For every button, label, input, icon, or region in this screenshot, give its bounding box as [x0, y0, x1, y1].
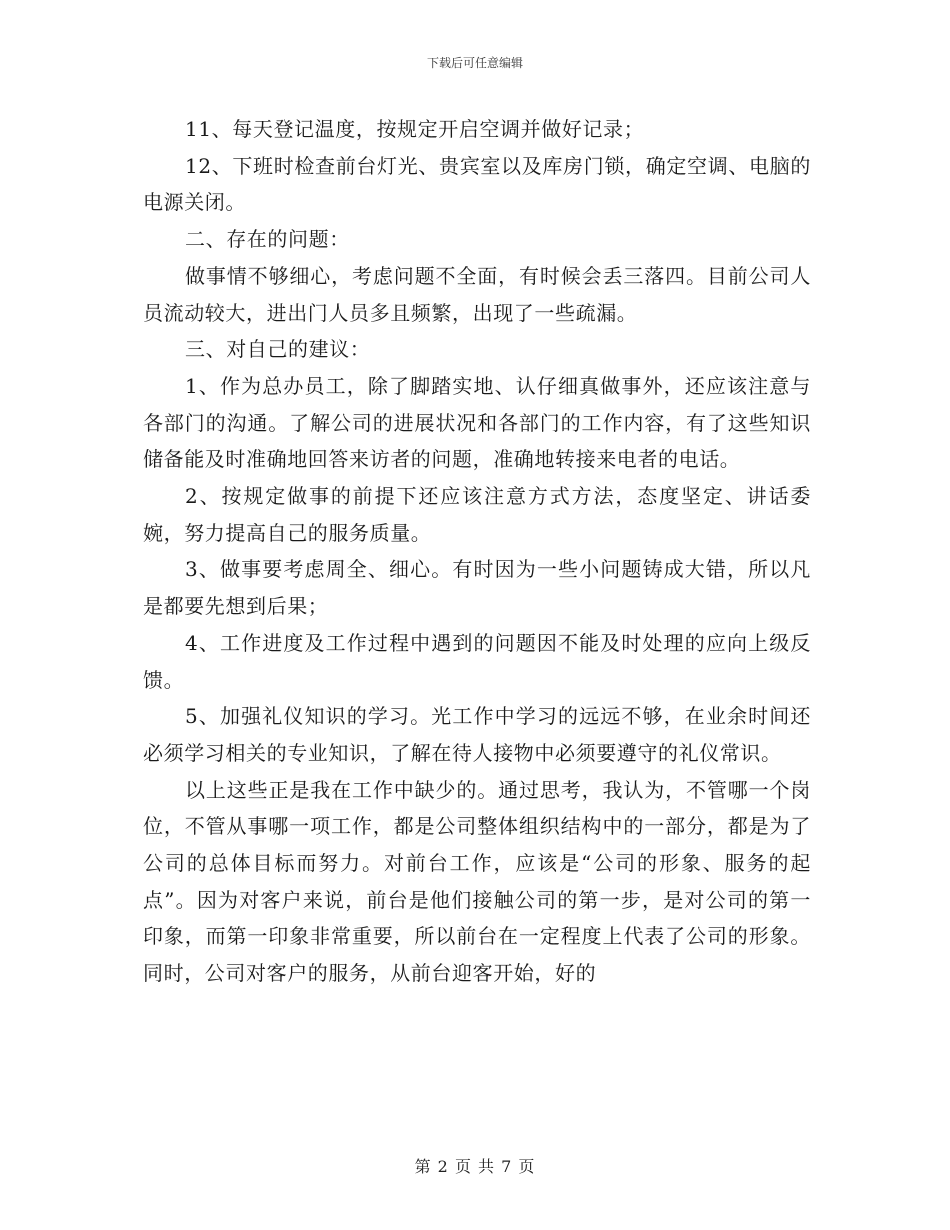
paragraph: 以上这些正是我在工作中缺少的。通过思考，我认为，不管哪一个岗位，不管从事哪一项工作，都是公司整体组织结构中的一部分，都是为了公司的总体目标而努力。对前台工作，应该是“公司的形象、服务的起点”。因为对客户来说，前台是他们接触公司的第一步，是对公司的第一印象，而第一印象非常重要，所以前台在一定程度上代表了公司的形象。同时，公司对客户的服务，从前台迎客开始，好的	[143, 777, 811, 986]
section-heading: 二、存在的问题：	[185, 227, 350, 252]
paragraph: 做事情不够细心，考虑问题不全面，有时候会丢三落四。目前公司人员流动较大，进出门人员多且频繁，出现了一些疏漏。	[143, 263, 811, 325]
page-number: 第 2 页 共 7 页	[414, 1157, 536, 1176]
paragraph: 4、工作进度及工作过程中遇到的问题因不能及时处理的应向上级反馈。	[143, 630, 811, 692]
page-header: 下载后可任意编辑	[426, 56, 523, 70]
paragraph: 3、做事要考虑周全、细心。有时因为一些小问题铸成大错，所以凡是都要先想到后果；	[143, 557, 811, 619]
paragraph: 12、下班时检查前台灯光、贵宾室以及库房门锁，确定空调、电脑的电源关闭。	[143, 153, 811, 215]
paragraph: 1、作为总办员工，除了脚踏实地、认仔细真做事外，还应该注意与各部门的沟通。了解公司的进展状况和各部门的工作内容，有了这些知识储备能及时准确地回答来访者的问题，准确地转接来电者的电话。	[143, 373, 811, 472]
paragraph: 11、每天登记温度，按规定开启空调并做好记录；	[185, 117, 645, 141]
paragraph: 5、加强礼仪知识的学习。光工作中学习的远远不够，在业余时间还必须学习相关的专业知识，了解在待人接物中必须要遵守的礼仪常识。	[143, 704, 811, 765]
document-body	[143, 111, 811, 992]
section-heading: 三、对自己的建议：	[185, 337, 371, 362]
paragraph: 2、按规定做事的前提下还应该注意方式方法，态度坚定、讲话委婉，努力提高自己的服务质量。	[143, 484, 811, 545]
